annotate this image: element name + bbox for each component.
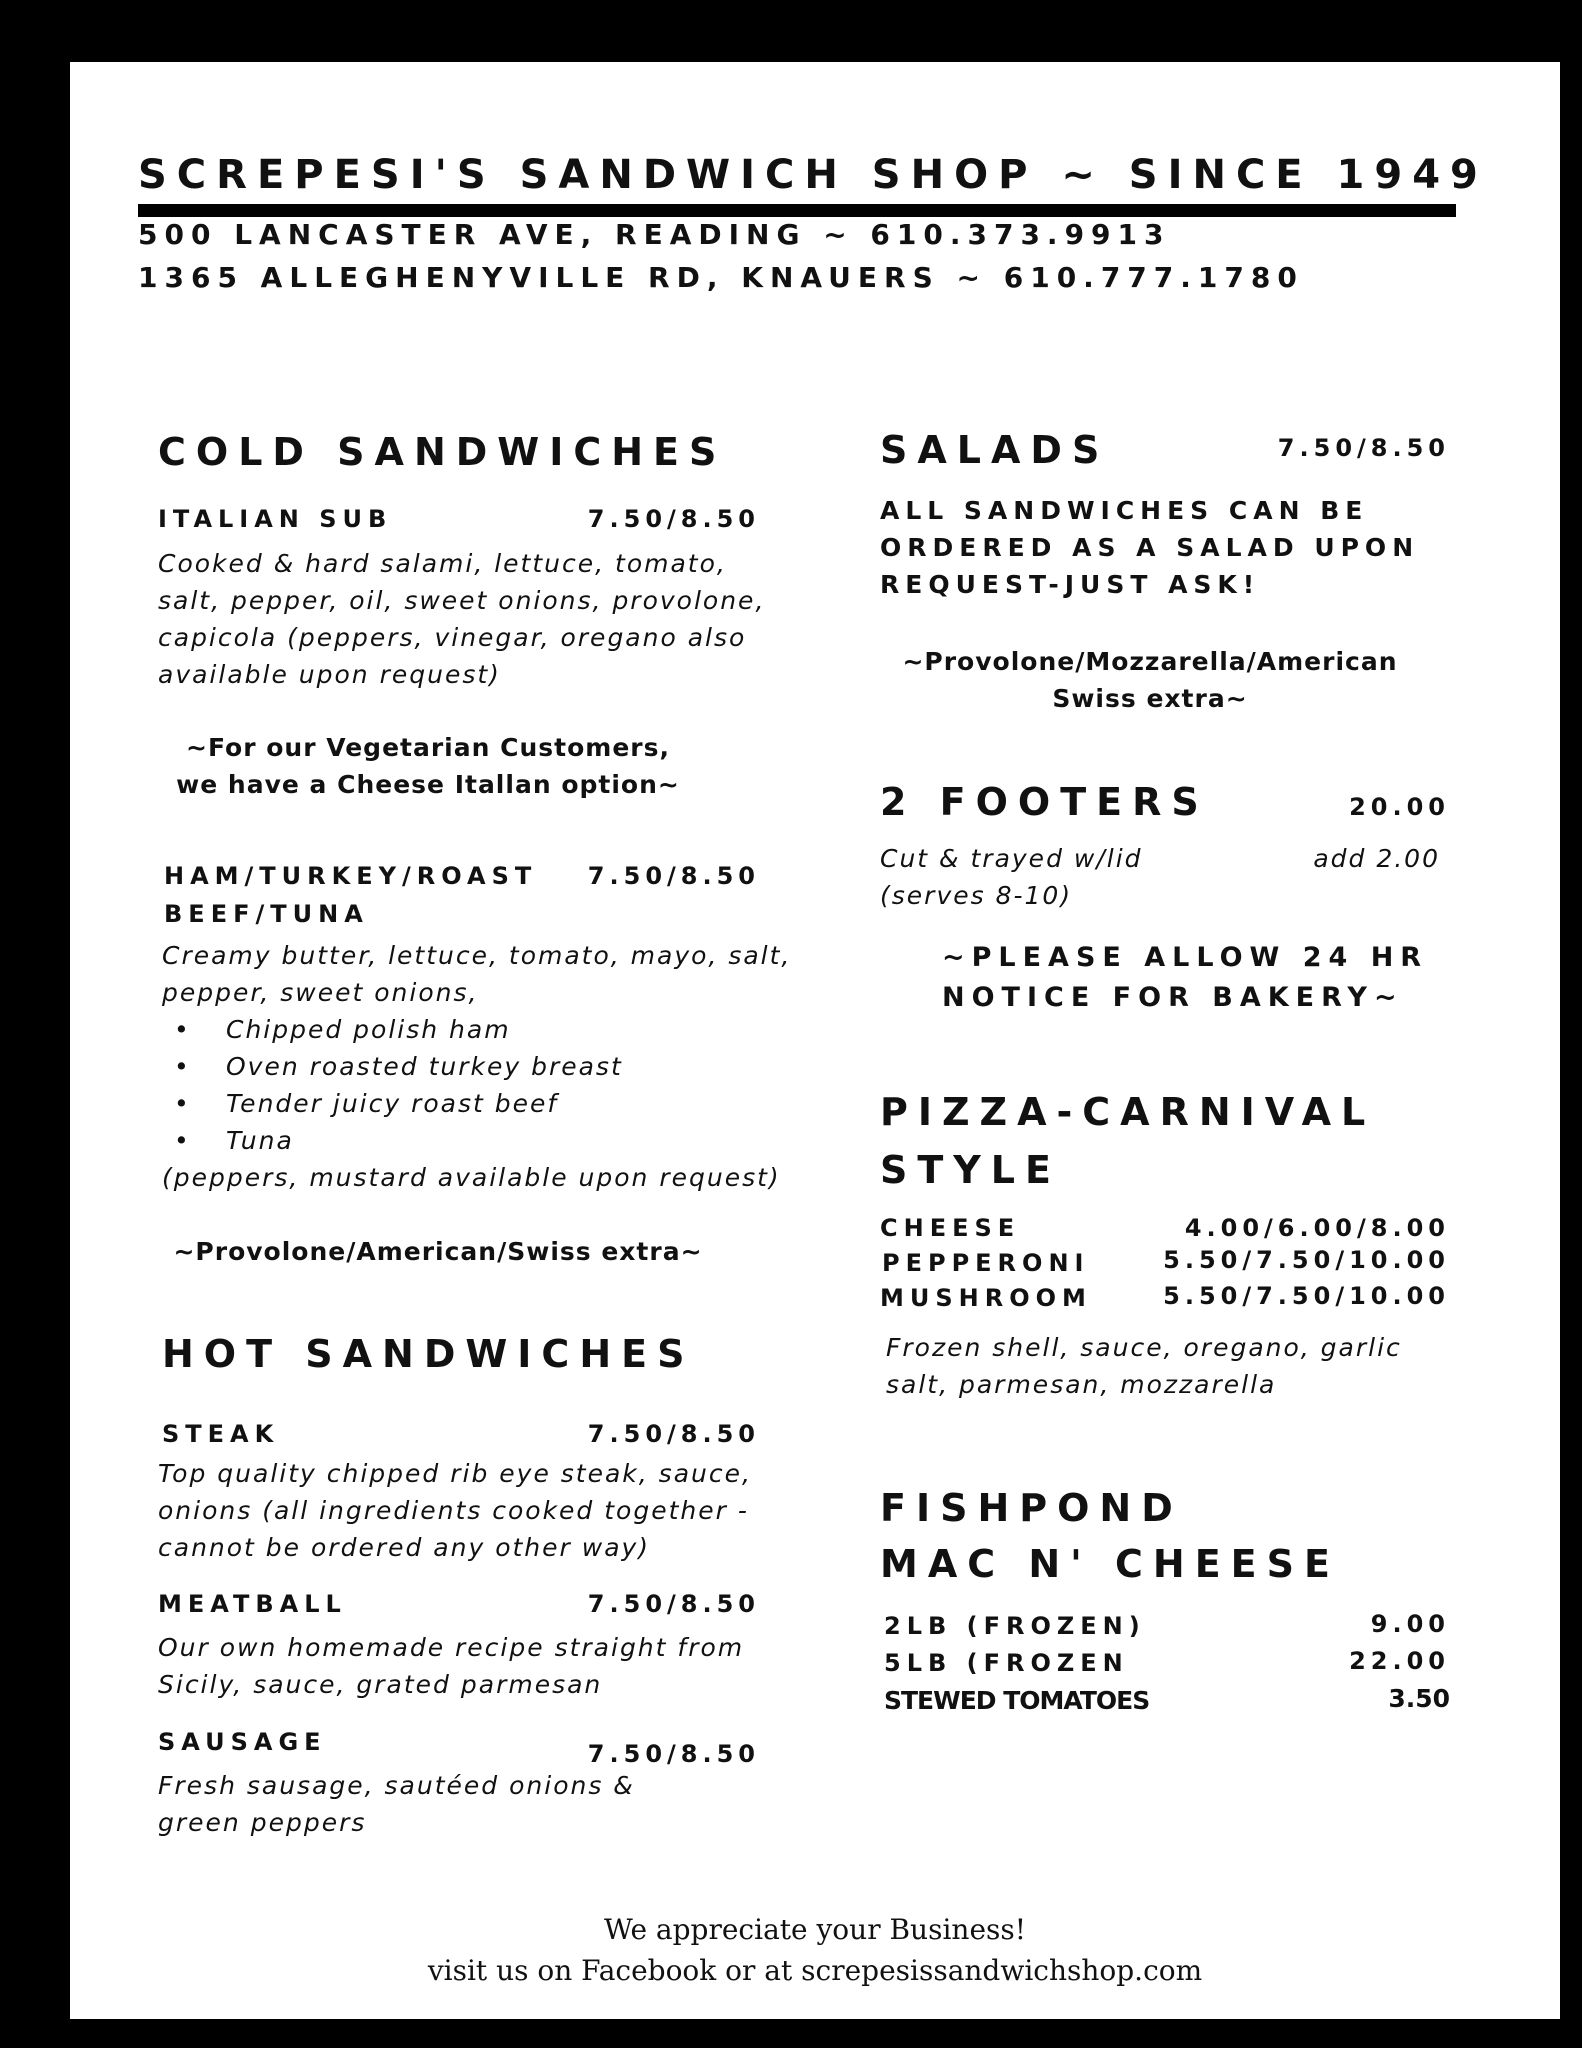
pizza-heading-line-1: PIZZA-CARNIVAL: [880, 1090, 1376, 1134]
list-item: • Chipped polish ham: [162, 1011, 762, 1048]
pizza-description: Frozen shell, sauce, oregano, garlic salt, parmesan, mozzarella: [886, 1333, 1402, 1399]
ham-turkey-price: 7.50/8.50: [587, 862, 760, 890]
two-footers-price: 20.00: [1349, 793, 1450, 821]
bakery-notice-line-2: NOTICE FOR BAKERY~: [942, 982, 1404, 1013]
ham-turkey-options-list: [162, 1011, 762, 1159]
meatball-price: 7.50/8.50: [587, 1590, 760, 1618]
ham-turkey-name-line-2: BEEF/TUNA: [164, 900, 369, 928]
vegetarian-note-line-1: ~For our Vegetarian Customers,: [186, 733, 670, 762]
sausage-description: Fresh sausage, sautéed onions & green peppers: [158, 1771, 635, 1837]
footer-website: visit us on Facebook or at screpesissandwichshop.com: [427, 1954, 1203, 1987]
pizza-pepperoni-name: PEPPERONI: [882, 1249, 1090, 1277]
salads-price: 7.50/8.50: [1277, 434, 1450, 462]
sausage-name: SAUSAGE: [158, 1728, 327, 1756]
stewed-tomatoes-name: STEWED TOMATOES: [884, 1686, 1150, 1715]
cold-cheese-extra-note: ~Provolone/American/Swiss extra~: [173, 1237, 703, 1266]
pizza-mushroom-price: 5.50/7.50/10.00: [1163, 1282, 1450, 1310]
pizza-cheese-price: 4.00/6.00/8.00: [1184, 1214, 1450, 1242]
steak-price: 7.50/8.50: [587, 1420, 760, 1448]
ham-turkey-availability: (peppers, mustard available upon request): [162, 1163, 781, 1192]
menu-page: [70, 62, 1560, 2019]
italian-sub-price: 7.50/8.50: [587, 505, 760, 533]
meatball-description: Our own homemade recipe straight from Sicily, sauce, grated parmesan: [158, 1633, 745, 1699]
sausage-price: 7.50/8.50: [587, 1740, 760, 1768]
mac-5lb-name: 5LB (FROZEN: [884, 1649, 1129, 1677]
mac-2lb-price: 9.00: [1370, 1610, 1450, 1638]
list-item: • Tuna: [162, 1122, 762, 1159]
mac-heading-line-2: MAC N' CHEESE: [880, 1542, 1340, 1586]
cold-sandwiches-heading: COLD SANDWICHES: [158, 430, 727, 474]
footer-thanks: We appreciate your Business!: [603, 1913, 1027, 1946]
steak-description: Top quality chipped rib eye steak, sauce, onions (all ingredients cooked together - cannot be ordered any other way): [158, 1459, 752, 1562]
list-item: • Tender juicy roast beef: [162, 1085, 762, 1122]
pizza-mushroom-name: MUSHROOM: [880, 1284, 1092, 1312]
ham-turkey-name-line-1: HAM/TURKEY/ROAST: [164, 862, 538, 890]
bakery-notice-line-1: ~PLEASE ALLOW 24 HR: [942, 942, 1429, 973]
mac-2lb-name: 2LB (FROZEN): [884, 1612, 1146, 1640]
header-rule: [138, 204, 1456, 217]
list-item: • Oven roasted turkey breast: [162, 1048, 762, 1085]
mac-heading-line-1: FISHPOND: [880, 1486, 1183, 1530]
shop-title: SCREPESI'S SANDWICH SHOP ~ SINCE 1949: [138, 152, 1488, 198]
ham-turkey-description: Creamy butter, lettuce, tomato, mayo, salt, pepper, sweet onions,: [162, 941, 792, 1007]
salads-cheese-note-line-1: ~Provolone/Mozzarella/American: [902, 647, 1398, 676]
steak-name: STEAK: [162, 1420, 280, 1448]
pizza-heading-line-2: STYLE: [880, 1148, 1061, 1192]
mac-5lb-price: 22.00: [1349, 1647, 1450, 1675]
two-footers-description-1: Cut & trayed w/lid: [880, 844, 1143, 873]
pizza-cheese-name: CHEESE: [880, 1214, 1021, 1242]
two-footers-add-price: add 2.00: [1313, 844, 1440, 873]
hot-sandwiches-heading: HOT SANDWICHES: [162, 1332, 695, 1376]
italian-sub-description: Cooked & hard salami, lettuce, tomato, salt, pepper, oil, sweet onions, provolone, capicola (peppers, vinegar, oregano also available upon request): [158, 549, 766, 689]
vegetarian-note-line-2: we have a Cheese Itallan option~: [176, 770, 680, 799]
address-knauers: 1365 ALLEGHENYVILLE RD, KNAUERS ~ 610.777.1780: [138, 261, 1304, 294]
pizza-pepperoni-price: 5.50/7.50/10.00: [1163, 1246, 1450, 1274]
salads-cheese-note-line-2: Swiss extra~: [1052, 684, 1248, 713]
italian-sub-name: ITALIAN SUB: [158, 505, 393, 533]
two-footers-heading: 2 FOOTERS: [880, 780, 1209, 824]
salads-heading: SALADS: [880, 428, 1110, 472]
meatball-name: MEATBALL: [158, 1590, 347, 1618]
address-reading: 500 LANCASTER AVE, READING ~ 610.373.9913: [138, 218, 1171, 251]
two-footers-description-2: (serves 8-10): [880, 881, 1073, 910]
stewed-tomatoes-price: 3.50: [1388, 1684, 1450, 1713]
salads-description: ALL SANDWICHES CAN BE ORDERED AS A SALAD UPON REQUEST-JUST ASK!: [880, 496, 1420, 599]
